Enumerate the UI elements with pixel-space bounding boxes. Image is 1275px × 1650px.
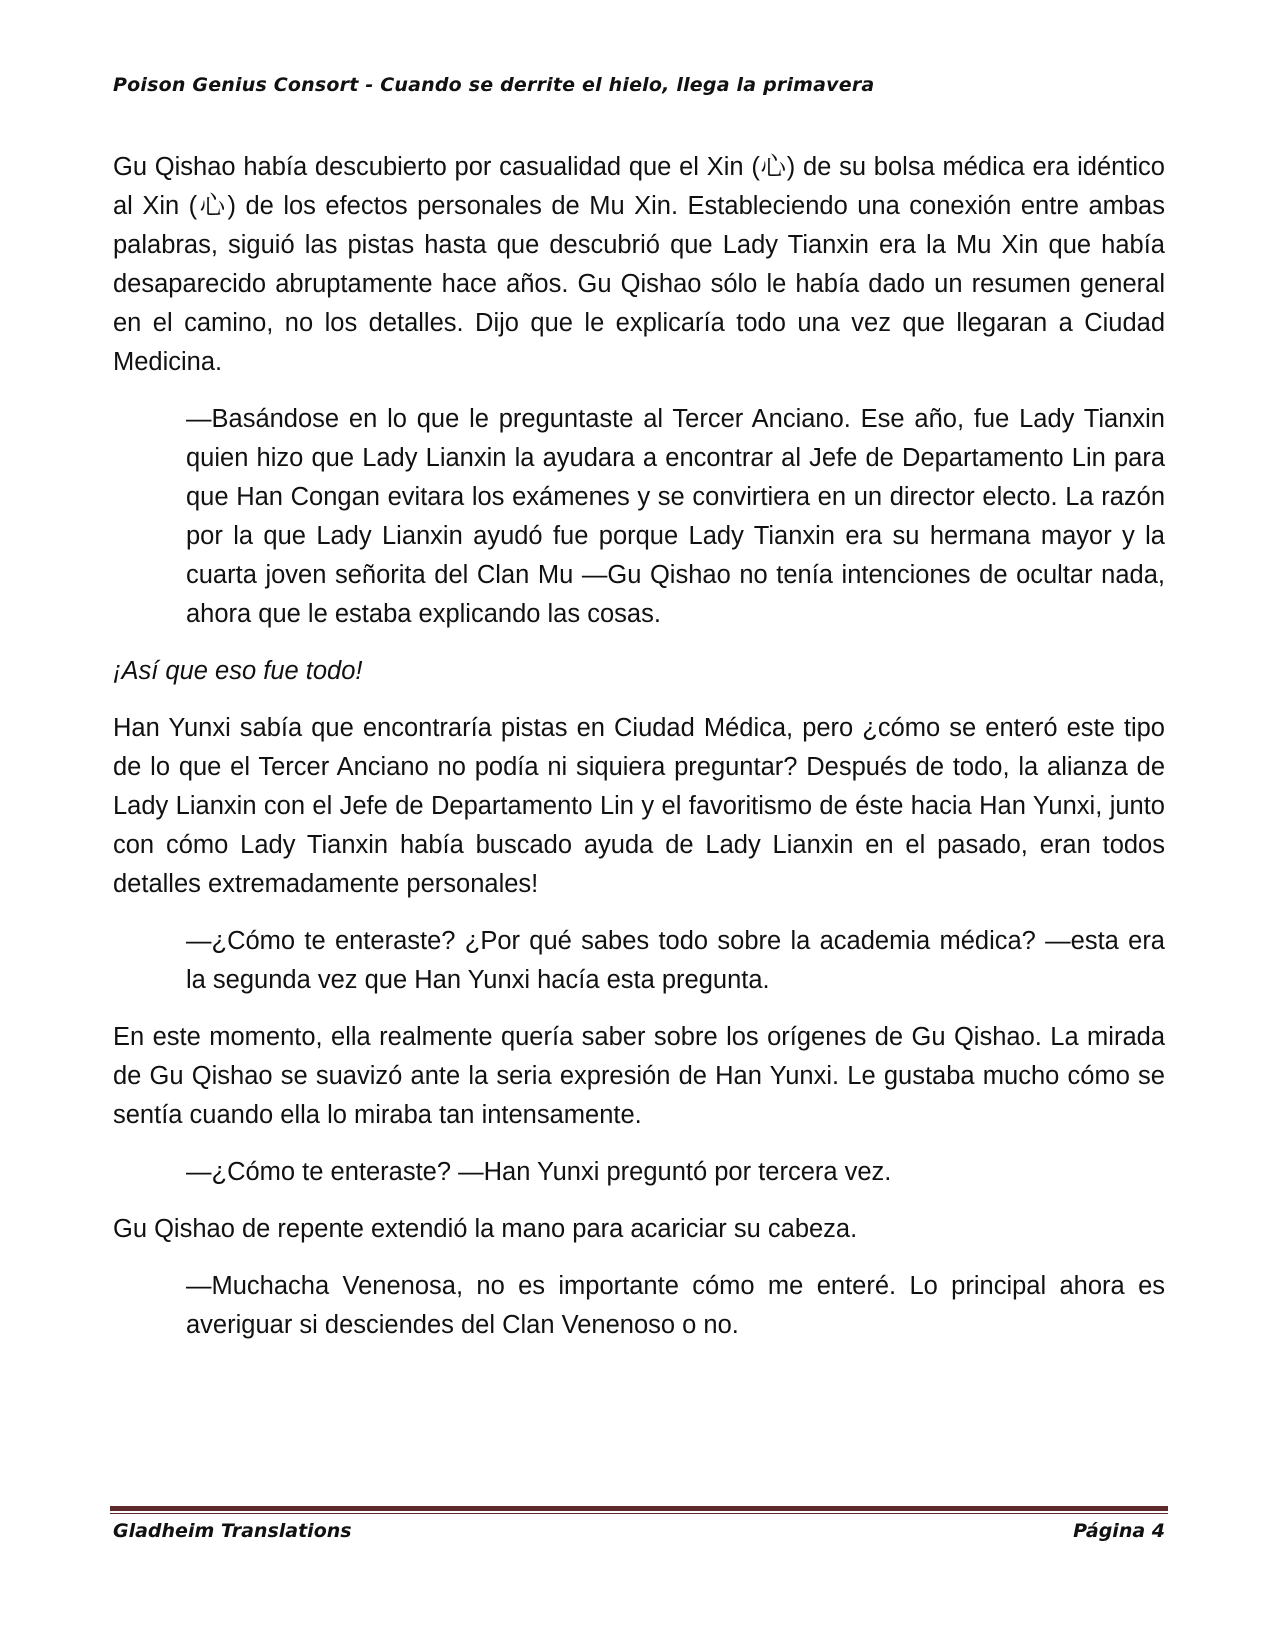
paragraph-1: Gu Qishao había descubierto por casualidad que el Xin (心) de su bolsa médica era idéntico al Xin (心) de los efectos personales de Mu Xin. Estableciendo una conexión entre ambas palabras, siguió las pistas hasta que descubrió que Lady Tianxin era la Mu Xin que había desaparecido abruptamente hace años. Gu Qishao sólo le había dado un resumen general en el camino, no los detalles. Dijo que le explicaría todo una vez que llegaran a Ciudad Medicina. xyxy=(113,153,1165,376)
footer-divider-thin xyxy=(110,1513,1168,1514)
paragraph-8: Gu Qishao de repente extendió la mano para acariciar su cabeza. xyxy=(113,1215,858,1243)
paragraph-9-dialogue: —Muchacha Venenosa, no es importante cómo me enteré. Lo principal ahora es averiguar si desciendes del Clan Venenoso o no. xyxy=(186,1272,1165,1339)
paragraph-4: Han Yunxi sabía que encontraría pistas en Ciudad Médica, pero ¿cómo se enteró este tipo de lo que el Tercer Anciano no podía ni siquiera preguntar? Después de todo, la alianza de Lady Lianxin con el Jefe de Departamento Lin y el favoritismo de éste hacia Han Yunxi, junto con cómo Lady Tianxin había buscado ayuda de Lady Lianxin en el pasado, eran todos detalles extremadamente personales! xyxy=(113,714,1165,898)
footer-divider xyxy=(110,1506,1168,1511)
paragraph-2-dialogue: —Basándose en lo que le preguntaste al Tercer Anciano. Ese año, fue Lady Tianxin quien hizo que Lady Lianxin la ayudara a encontrar al Jefe de Departamento Lin para que Han Congan evitara los exámenes y se convirtiera en un director electo. La razón por la que Lady Lianxin ayudó fue porque Lady Tianxin era su hermana mayor y la cuarta joven señorita del Clan Mu —Gu Qishao no tenía intenciones de ocultar nada, ahora que le estaba explicando las cosas. xyxy=(186,405,1165,628)
page-body xyxy=(113,148,1165,1363)
paragraph-7-dialogue: —¿Cómo te enteraste? —Han Yunxi preguntó por tercera vez. xyxy=(186,1158,892,1186)
paragraph-3-italic: ¡Así que eso fue todo! xyxy=(113,657,363,685)
footer-page-number: Página 4 xyxy=(1073,1520,1165,1542)
footer-translator-name: Gladheim Translations xyxy=(113,1520,352,1542)
paragraph-6: En este momento, ella realmente quería saber sobre los orígenes de Gu Qishao. La mirada de Gu Qishao se suavizó ante la seria expresión de Han Yunxi. Le gustaba mucho cómo se sentía cuando ella lo miraba tan intensamente. xyxy=(113,1023,1165,1129)
paragraph-5-dialogue: —¿Cómo te enteraste? ¿Por qué sabes todo sobre la academia médica? —esta era la segunda vez que Han Yunxi hacía esta pregunta. xyxy=(186,927,1165,994)
page-header-title: Poison Genius Consort - Cuando se derrite el hielo, llega la primavera xyxy=(113,74,875,96)
